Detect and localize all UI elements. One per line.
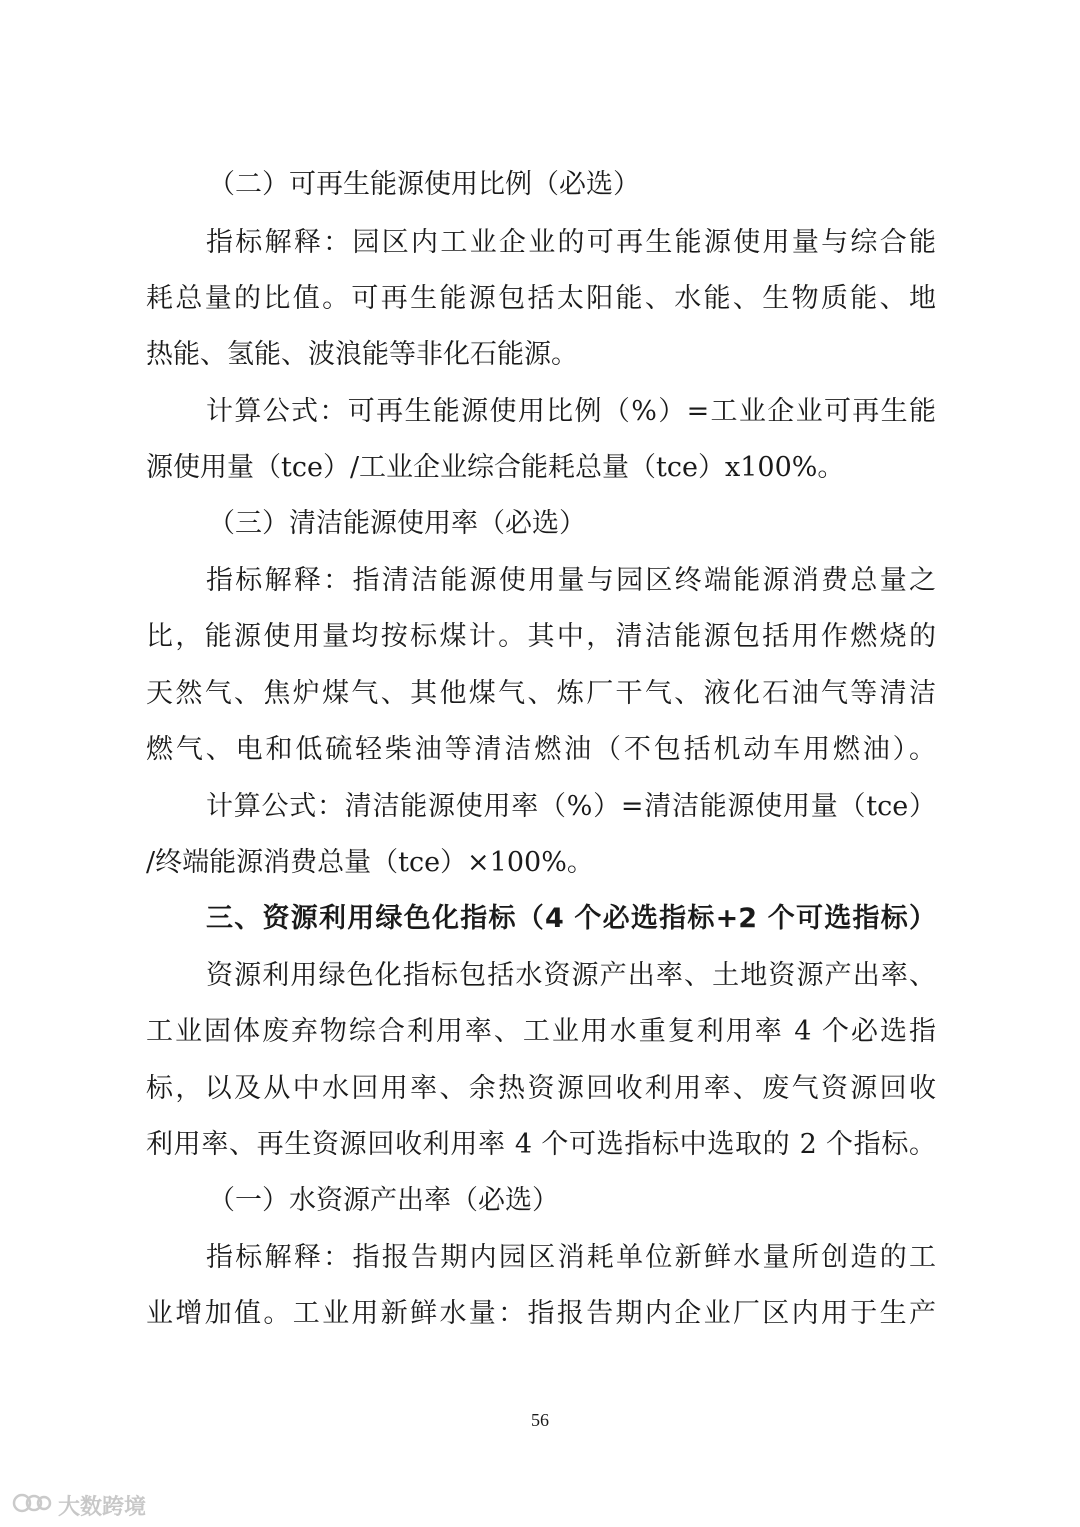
paragraph-line: 业增加值。工业用新鲜水量：指报告期内企业厂区内用于生产 bbox=[146, 1298, 936, 1329]
formula-line: 计算公式：清洁能源使用率（%）=清洁能源使用量（tce） bbox=[206, 791, 936, 822]
page-number: 56 bbox=[531, 1410, 549, 1430]
paragraph-line: 利用率、再生资源回收利用率 4 个可选指标中选取的 2 个指标。 bbox=[146, 1129, 936, 1160]
watermark-logo-icon bbox=[12, 1490, 52, 1520]
subsection-heading-clean-energy: （三）清洁能源使用率（必选） bbox=[208, 508, 586, 539]
section-heading-resource-utilization: 三、资源利用绿色化指标（4 个必选指标+2 个可选指标） bbox=[206, 903, 936, 934]
paragraph-line: 指标解释：园区内工业企业的可再生能源使用量与综合能 bbox=[206, 227, 936, 258]
paragraph-line: 指标解释：指报告期内园区消耗单位新鲜水量所创造的工 bbox=[206, 1242, 936, 1273]
formula-line: /终端能源消费总量（tce）×100%。 bbox=[146, 847, 594, 878]
paragraph-line: 天然气、焦炉煤气、其他煤气、炼厂干气、液化石油气等清洁 bbox=[146, 678, 936, 709]
paragraph-line: 资源利用绿色化指标包括水资源产出率、土地资源产出率、 bbox=[206, 960, 936, 991]
subsection-heading-water-resource: （一）水资源产出率（必选） bbox=[208, 1185, 559, 1216]
formula-line: 源使用量（tce）/工业企业综合能耗总量（tce）x100%。 bbox=[146, 452, 845, 483]
subsection-heading-renewable-energy: （二）可再生能源使用比例（必选） bbox=[208, 169, 640, 200]
formula-line: 计算公式：可再生能源使用比例（%）=工业企业可再生能 bbox=[206, 396, 936, 427]
paragraph-line: 热能、氢能、波浪能等非化石能源。 bbox=[146, 339, 578, 370]
watermark bbox=[12, 1490, 146, 1520]
watermark-text: 大数跨境 bbox=[58, 1494, 147, 1520]
paragraph-line: 标，以及从中水回用率、余热资源回收利用率、废气资源回收 bbox=[146, 1073, 936, 1104]
paragraph-line: 指标解释：指清洁能源使用量与园区终端能源消费总量之 bbox=[206, 565, 936, 596]
paragraph-line: 耗总量的比值。可再生能源包括太阳能、水能、生物质能、地 bbox=[146, 283, 936, 314]
paragraph-line: 比，能源使用量均按标煤计。其中，清洁能源包括用作燃烧的 bbox=[146, 621, 936, 652]
paragraph-line: 燃气、电和低硫轻柴油等清洁燃油（不包括机动车用燃油）。 bbox=[146, 734, 936, 765]
paragraph-line: 工业固体废弃物综合利用率、工业用水重复利用率 4 个必选指 bbox=[146, 1016, 936, 1047]
